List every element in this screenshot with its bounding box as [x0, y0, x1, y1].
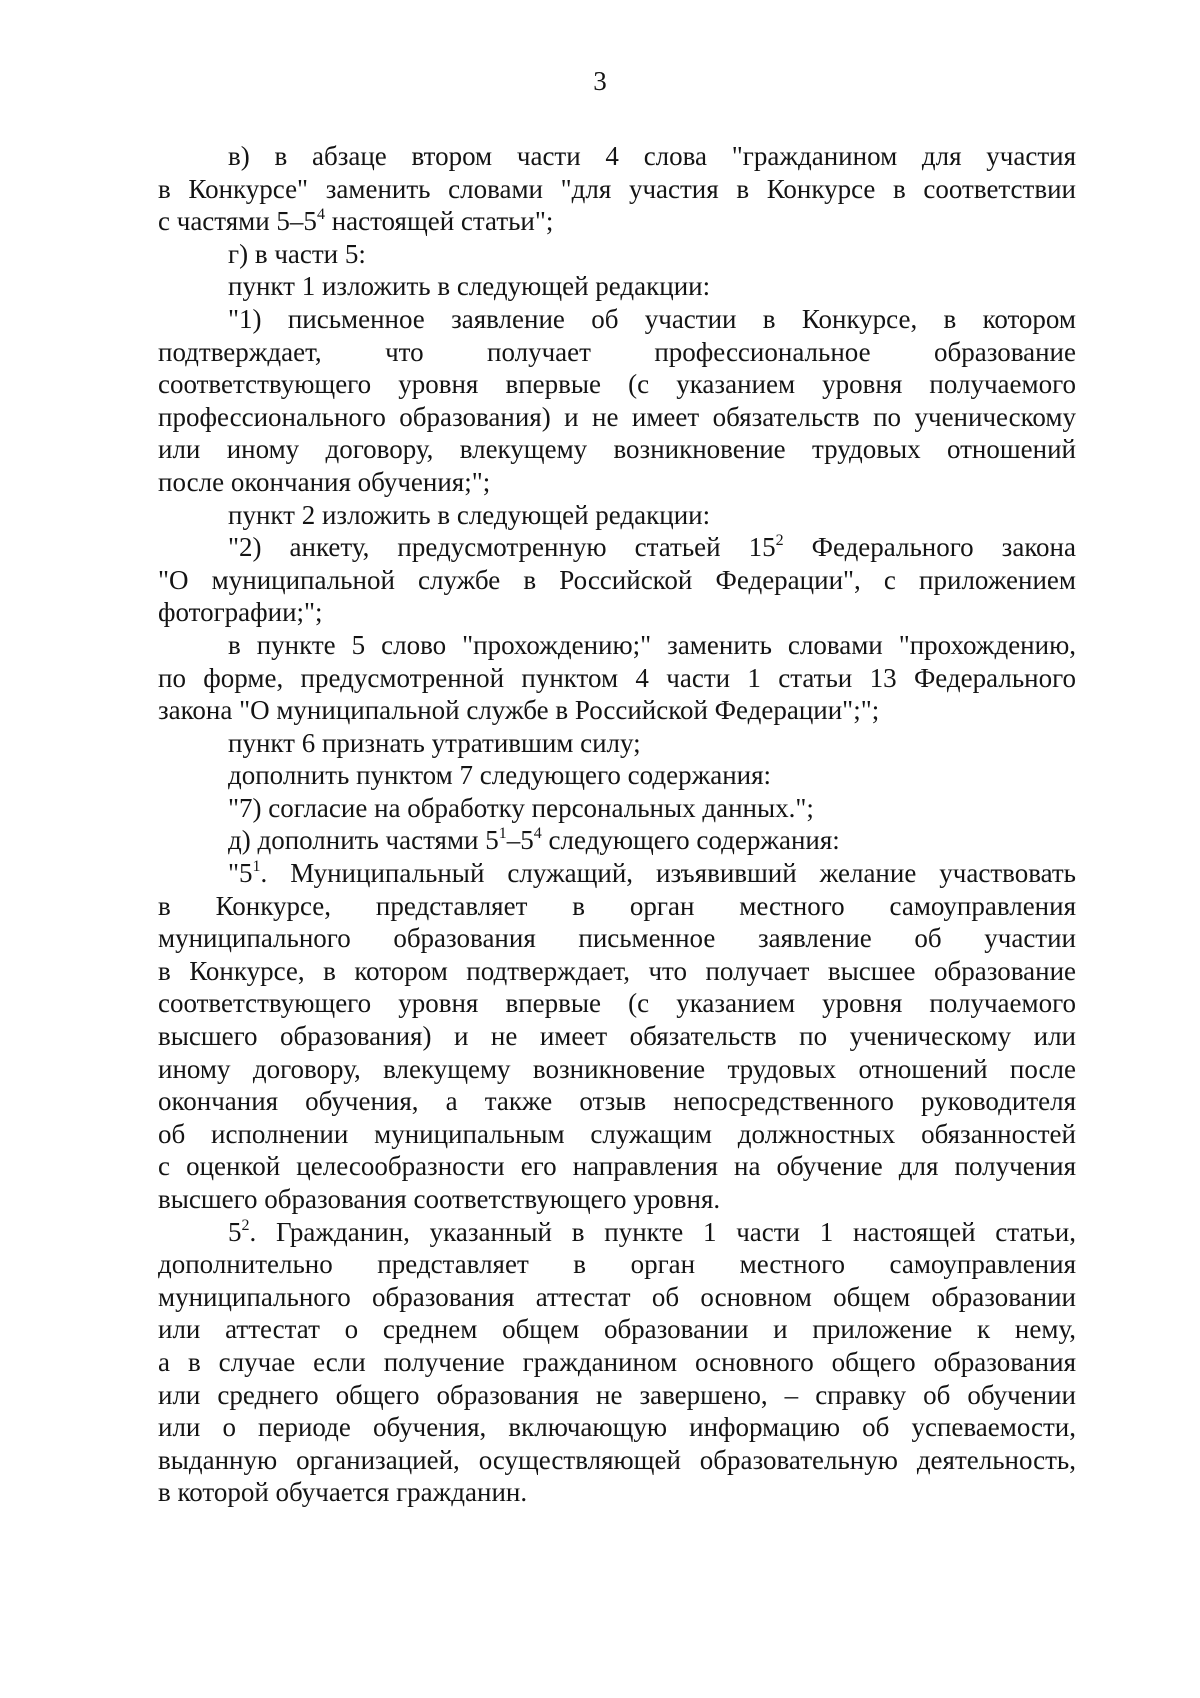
superscript: 1: [498, 825, 507, 843]
text-line: муниципального образования аттестат об основном общем образовании: [158, 1281, 1076, 1312]
text-line: пункт 2 изложить в следующей редакции:: [228, 499, 711, 530]
text-line: по форме, предусмотренной пунктом 4 части 1 статьи 13 Федерального: [158, 662, 1076, 693]
text-line: в пункте 5 слово "прохождению;" заменить словами "прохождению,: [228, 629, 1076, 660]
text-line: в) в абзаце втором части 4 слова "гражданином для участия: [228, 141, 1076, 171]
text-line: после окончания обучения;";: [158, 466, 491, 497]
text-line: в Конкурсе, представляет в орган местного самоуправления: [158, 890, 1076, 921]
text-line: муниципального образования письменное заявление об участии: [158, 923, 1076, 954]
text-line: или иному договору, влекущему возникновение трудовых отношений: [158, 434, 1076, 465]
text-line: высшего образования) и не имеет обязательств по ученическому или: [158, 1021, 1076, 1052]
text-segment: "2) анкету, предусмотренную статьей 15: [228, 532, 776, 563]
text-line: [158, 205, 1076, 238]
superscript: 2: [241, 1216, 250, 1234]
text-line: "О муниципальной службе в Российской Федерации", с приложением: [158, 564, 1076, 595]
text-line: или аттестат о среднем общем образовании и приложение к нему,: [158, 1314, 1076, 1345]
text-line: или о периоде обучения, включающую информацию об успеваемости,: [158, 1412, 1076, 1443]
text-line: [158, 531, 1076, 564]
superscript: 4: [533, 825, 542, 843]
text-line: в которой обучается гражданин.: [158, 1477, 528, 1508]
text-segment: –5: [506, 825, 534, 856]
text-line: [158, 1216, 1076, 1249]
text-line: "7) согласие на обработку персональных данных.";: [228, 792, 814, 823]
text-line: подтверждает, что получает профессиональное образование: [158, 336, 1076, 367]
text-line: г) в части 5:: [228, 238, 366, 269]
text-line: "1) письменное заявление об участии в Конкурсе, в котором: [228, 303, 1076, 334]
text-segment: Федерального закона: [783, 532, 1076, 563]
text-line: [158, 824, 1076, 857]
text-line: дополнить пунктом 7 следующего содержания:: [228, 760, 772, 791]
text-line: а в случае если получение гражданином основного общего образования: [158, 1346, 1076, 1377]
text-segment: с частями 5–5: [158, 206, 317, 237]
text-segment: . Муниципальный служащий, изъявивший желание участвовать: [260, 858, 1076, 889]
text-segment: . Гражданин, указанный в пункте 1 части 1 настоящей статьи,: [249, 1216, 1076, 1247]
text-line: в Конкурсе, в котором подтверждает, что получает высшее образование: [158, 955, 1076, 986]
text-line: [158, 857, 1076, 890]
text-line: соответствующего уровня впервые (с указанием уровня получаемого: [158, 369, 1076, 400]
text-line: об исполнении муниципальным служащим должностных обязанностей: [158, 1118, 1076, 1149]
text-line: в Конкурсе" заменить словами "для участия в Конкурсе в соответствии: [158, 173, 1076, 204]
text-line: соответствующего уровня впервые (с указанием уровня получаемого: [158, 988, 1076, 1019]
text-segment: 5: [228, 1216, 242, 1247]
text-line: пункт 1 изложить в следующей редакции:: [228, 271, 711, 302]
text-line: окончания обучения, а также отзыв непосредственного руководителя: [158, 1086, 1076, 1117]
text-line: дополнительно представляет в орган местного самоуправления: [158, 1249, 1076, 1280]
text-line: закона "О муниципальной службе в Российской Федерации";";: [158, 695, 880, 726]
text-line: с оценкой целесообразности его направления на обучение для получения: [158, 1151, 1076, 1182]
text-segment: "5: [228, 858, 253, 889]
document-body: [158, 140, 1076, 1509]
text-line: пункт 6 признать утратившим силу;: [228, 727, 641, 758]
superscript: 4: [316, 206, 325, 224]
text-line: высшего образования соответствующего уровня.: [158, 1184, 721, 1214]
text-line: выданную организацией, осуществляющей образовательную деятельность,: [158, 1444, 1076, 1475]
superscript: 2: [775, 532, 784, 550]
text-segment: следующего содержания:: [541, 825, 840, 856]
superscript: 1: [252, 858, 261, 876]
text-line: профессионального образования) и не имеет обязательств по ученическому: [158, 401, 1076, 432]
text-segment: д) дополнить частями 5: [228, 825, 499, 856]
text-segment: настоящей статьи";: [324, 206, 554, 237]
text-line: или среднего общего образования не завершено, – справку об обучении: [158, 1379, 1076, 1410]
text-line: фотографии;";: [158, 597, 323, 628]
text-line: иному договору, влекущему возникновение трудовых отношений после: [158, 1053, 1076, 1084]
page-number: 3: [593, 66, 607, 96]
